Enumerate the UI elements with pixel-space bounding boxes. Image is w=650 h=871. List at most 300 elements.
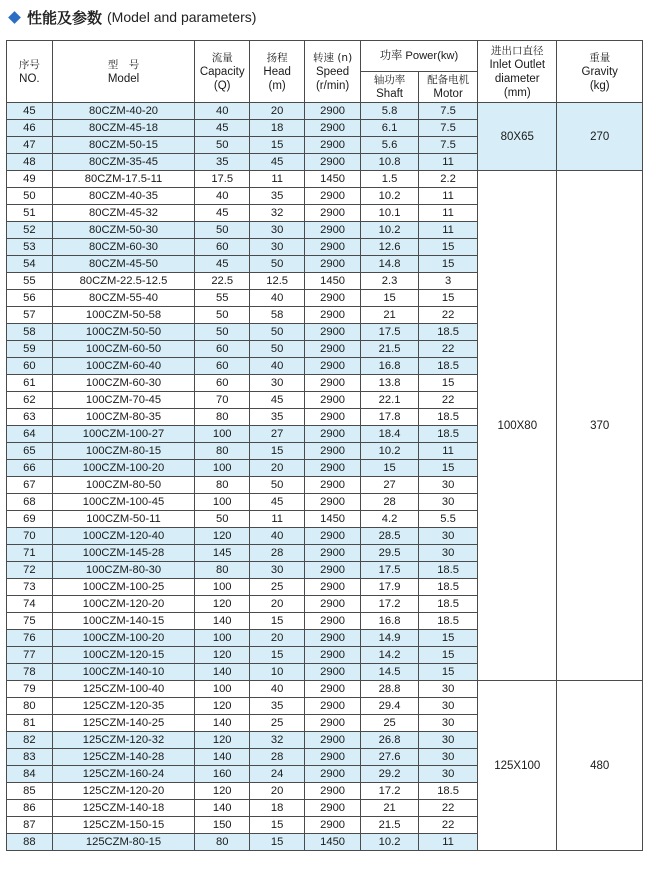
cell-speed: 2900 bbox=[305, 800, 361, 817]
cell-shaft: 17.2 bbox=[361, 783, 419, 800]
cell-model: 100CZM-80-15 bbox=[52, 443, 194, 460]
cell-no: 72 bbox=[7, 562, 53, 579]
cell-model: 100CZM-100-20 bbox=[52, 630, 194, 647]
cell-no: 61 bbox=[7, 375, 53, 392]
cell-speed: 2900 bbox=[305, 647, 361, 664]
cell-model: 125CZM-100-40 bbox=[52, 681, 194, 698]
cell-no: 60 bbox=[7, 358, 53, 375]
cell-speed: 2900 bbox=[305, 426, 361, 443]
cell-no: 83 bbox=[7, 749, 53, 766]
col-header-power: 功率 Power(kw) bbox=[361, 41, 478, 72]
cell-head: 50 bbox=[250, 324, 305, 341]
cell-motor: 11 bbox=[419, 188, 478, 205]
cell-head: 40 bbox=[250, 528, 305, 545]
cell-motor: 15 bbox=[419, 664, 478, 681]
cell-no: 80 bbox=[7, 698, 53, 715]
cell-capacity: 80 bbox=[195, 834, 250, 851]
cell-shaft: 17.5 bbox=[361, 324, 419, 341]
cell-motor: 18.5 bbox=[419, 409, 478, 426]
parameters-table bbox=[6, 40, 643, 851]
cell-head: 27 bbox=[250, 426, 305, 443]
cell-no: 84 bbox=[7, 766, 53, 783]
cell-model: 100CZM-50-50 bbox=[52, 324, 194, 341]
cell-motor: 11 bbox=[419, 205, 478, 222]
cell-capacity: 60 bbox=[195, 375, 250, 392]
cell-shaft: 10.1 bbox=[361, 205, 419, 222]
cell-speed: 2900 bbox=[305, 715, 361, 732]
cell-shaft: 22.1 bbox=[361, 392, 419, 409]
cell-head: 20 bbox=[250, 596, 305, 613]
cell-no: 78 bbox=[7, 664, 53, 681]
cell-speed: 1450 bbox=[305, 273, 361, 290]
cell-head: 30 bbox=[250, 375, 305, 392]
cell-no: 49 bbox=[7, 171, 53, 188]
cell-motor: 7.5 bbox=[419, 103, 478, 120]
cell-no: 74 bbox=[7, 596, 53, 613]
cell-speed: 2900 bbox=[305, 613, 361, 630]
cell-capacity: 45 bbox=[195, 256, 250, 273]
cell-speed: 2900 bbox=[305, 154, 361, 171]
cell-motor: 22 bbox=[419, 392, 478, 409]
cell-model: 125CZM-120-20 bbox=[52, 783, 194, 800]
cell-motor: 18.5 bbox=[419, 358, 478, 375]
cell-model: 125CZM-140-28 bbox=[52, 749, 194, 766]
cell-model: 100CZM-70-45 bbox=[52, 392, 194, 409]
cell-model: 100CZM-120-15 bbox=[52, 647, 194, 664]
cell-speed: 2900 bbox=[305, 698, 361, 715]
cell-motor: 3 bbox=[419, 273, 478, 290]
cell-no: 73 bbox=[7, 579, 53, 596]
cell-head: 28 bbox=[250, 545, 305, 562]
cell-shaft: 27 bbox=[361, 477, 419, 494]
cell-shaft: 16.8 bbox=[361, 613, 419, 630]
cell-speed: 1450 bbox=[305, 511, 361, 528]
cell-motor: 30 bbox=[419, 698, 478, 715]
cell-no: 65 bbox=[7, 443, 53, 460]
cell-head: 50 bbox=[250, 341, 305, 358]
cell-speed: 2900 bbox=[305, 681, 361, 698]
cell-no: 52 bbox=[7, 222, 53, 239]
cell-speed: 2900 bbox=[305, 375, 361, 392]
cell-shaft: 21.5 bbox=[361, 817, 419, 834]
cell-speed: 2900 bbox=[305, 358, 361, 375]
cell-shaft: 10.2 bbox=[361, 443, 419, 460]
cell-shaft: 10.2 bbox=[361, 834, 419, 851]
cell-no: 69 bbox=[7, 511, 53, 528]
cell-speed: 2900 bbox=[305, 664, 361, 681]
cell-shaft: 27.6 bbox=[361, 749, 419, 766]
cell-head: 15 bbox=[250, 137, 305, 154]
cell-motor: 18.5 bbox=[419, 613, 478, 630]
cell-model: 80CZM-45-32 bbox=[52, 205, 194, 222]
cell-no: 79 bbox=[7, 681, 53, 698]
col-header-speed: 转速 (n) Speed (r/min) bbox=[305, 41, 361, 103]
cell-shaft: 21 bbox=[361, 800, 419, 817]
cell-speed: 2900 bbox=[305, 188, 361, 205]
cell-motor: 18.5 bbox=[419, 783, 478, 800]
cell-no: 86 bbox=[7, 800, 53, 817]
cell-speed: 2900 bbox=[305, 222, 361, 239]
cell-no: 75 bbox=[7, 613, 53, 630]
cell-capacity: 140 bbox=[195, 715, 250, 732]
cell-shaft: 21.5 bbox=[361, 341, 419, 358]
cell-model: 80CZM-45-50 bbox=[52, 256, 194, 273]
cell-capacity: 50 bbox=[195, 307, 250, 324]
cell-capacity: 80 bbox=[195, 477, 250, 494]
cell-capacity: 120 bbox=[195, 783, 250, 800]
cell-head: 35 bbox=[250, 188, 305, 205]
cell-head: 45 bbox=[250, 154, 305, 171]
cell-motor: 7.5 bbox=[419, 120, 478, 137]
cell-motor: 30 bbox=[419, 528, 478, 545]
cell-head: 45 bbox=[250, 494, 305, 511]
cell-motor: 15 bbox=[419, 256, 478, 273]
cell-head: 18 bbox=[250, 120, 305, 137]
cell-motor: 5.5 bbox=[419, 511, 478, 528]
cell-shaft: 10.2 bbox=[361, 222, 419, 239]
cell-speed: 2900 bbox=[305, 443, 361, 460]
cell-capacity: 17.5 bbox=[195, 171, 250, 188]
cell-motor: 22 bbox=[419, 800, 478, 817]
cell-shaft: 2.3 bbox=[361, 273, 419, 290]
cell-motor: 18.5 bbox=[419, 562, 478, 579]
cell-motor: 22 bbox=[419, 817, 478, 834]
cell-head: 25 bbox=[250, 579, 305, 596]
cell-speed: 2900 bbox=[305, 239, 361, 256]
cell-no: 67 bbox=[7, 477, 53, 494]
cell-head: 40 bbox=[250, 290, 305, 307]
cell-speed: 2900 bbox=[305, 409, 361, 426]
cell-no: 50 bbox=[7, 188, 53, 205]
cell-speed: 2900 bbox=[305, 783, 361, 800]
cell-speed: 2900 bbox=[305, 749, 361, 766]
cell-shaft: 6.1 bbox=[361, 120, 419, 137]
cell-capacity: 60 bbox=[195, 341, 250, 358]
cell-shaft: 29.4 bbox=[361, 698, 419, 715]
cell-shaft: 29.5 bbox=[361, 545, 419, 562]
cell-capacity: 80 bbox=[195, 409, 250, 426]
cell-no: 66 bbox=[7, 460, 53, 477]
cell-no: 64 bbox=[7, 426, 53, 443]
cell-model: 125CZM-140-18 bbox=[52, 800, 194, 817]
cell-motor: 30 bbox=[419, 681, 478, 698]
cell-capacity: 100 bbox=[195, 426, 250, 443]
cell-head: 30 bbox=[250, 222, 305, 239]
cell-motor: 18.5 bbox=[419, 596, 478, 613]
cell-head: 24 bbox=[250, 766, 305, 783]
cell-motor: 22 bbox=[419, 341, 478, 358]
cell-no: 55 bbox=[7, 273, 53, 290]
cell-speed: 2900 bbox=[305, 766, 361, 783]
cell-capacity: 22.5 bbox=[195, 273, 250, 290]
heading-title-cn: 性能及参数 bbox=[27, 8, 103, 27]
cell-model: 100CZM-60-40 bbox=[52, 358, 194, 375]
cell-capacity: 35 bbox=[195, 154, 250, 171]
cell-model: 100CZM-80-35 bbox=[52, 409, 194, 426]
cell-head: 30 bbox=[250, 562, 305, 579]
cell-capacity: 140 bbox=[195, 613, 250, 630]
cell-no: 56 bbox=[7, 290, 53, 307]
cell-shaft: 14.2 bbox=[361, 647, 419, 664]
cell-motor: 30 bbox=[419, 494, 478, 511]
cell-motor: 2.2 bbox=[419, 171, 478, 188]
cell-shaft: 29.2 bbox=[361, 766, 419, 783]
cell-shaft: 25 bbox=[361, 715, 419, 732]
cell-no: 62 bbox=[7, 392, 53, 409]
cell-capacity: 120 bbox=[195, 596, 250, 613]
cell-shaft: 1.5 bbox=[361, 171, 419, 188]
cell-speed: 2900 bbox=[305, 307, 361, 324]
cell-shaft: 26.8 bbox=[361, 732, 419, 749]
cell-head: 45 bbox=[250, 392, 305, 409]
cell-no: 68 bbox=[7, 494, 53, 511]
cell-motor: 18.5 bbox=[419, 426, 478, 443]
cell-capacity: 40 bbox=[195, 188, 250, 205]
cell-model: 100CZM-80-50 bbox=[52, 477, 194, 494]
cell-model: 125CZM-80-15 bbox=[52, 834, 194, 851]
cell-motor: 11 bbox=[419, 443, 478, 460]
cell-speed: 2900 bbox=[305, 460, 361, 477]
table-row bbox=[7, 681, 643, 698]
cell-shaft: 21 bbox=[361, 307, 419, 324]
cell-capacity: 60 bbox=[195, 239, 250, 256]
cell-no: 45 bbox=[7, 103, 53, 120]
cell-model: 100CZM-120-20 bbox=[52, 596, 194, 613]
cell-no: 58 bbox=[7, 324, 53, 341]
cell-no: 54 bbox=[7, 256, 53, 273]
cell-no: 87 bbox=[7, 817, 53, 834]
col-header-model: 型 号 Model bbox=[52, 41, 194, 103]
heading-title-en: (Model and parameters) bbox=[107, 9, 257, 25]
cell-capacity: 80 bbox=[195, 443, 250, 460]
cell-speed: 2900 bbox=[305, 579, 361, 596]
cell-capacity: 150 bbox=[195, 817, 250, 834]
cell-head: 40 bbox=[250, 681, 305, 698]
cell-head: 20 bbox=[250, 103, 305, 120]
cell-model: 80CZM-22.5-12.5 bbox=[52, 273, 194, 290]
cell-model: 100CZM-145-28 bbox=[52, 545, 194, 562]
cell-speed: 2900 bbox=[305, 341, 361, 358]
cell-capacity: 40 bbox=[195, 103, 250, 120]
cell-diameter: 125X100 bbox=[478, 681, 557, 851]
cell-speed: 2900 bbox=[305, 562, 361, 579]
cell-model: 125CZM-120-35 bbox=[52, 698, 194, 715]
cell-capacity: 100 bbox=[195, 630, 250, 647]
cell-speed: 2900 bbox=[305, 256, 361, 273]
cell-motor: 11 bbox=[419, 834, 478, 851]
cell-model: 100CZM-60-30 bbox=[52, 375, 194, 392]
cell-shaft: 28.5 bbox=[361, 528, 419, 545]
cell-shaft: 17.5 bbox=[361, 562, 419, 579]
cell-motor: 18.5 bbox=[419, 579, 478, 596]
cell-no: 57 bbox=[7, 307, 53, 324]
cell-head: 15 bbox=[250, 443, 305, 460]
cell-head: 25 bbox=[250, 715, 305, 732]
cell-no: 47 bbox=[7, 137, 53, 154]
cell-speed: 2900 bbox=[305, 732, 361, 749]
col-header-motor: 配备电机 Motor bbox=[419, 72, 478, 103]
cell-capacity: 70 bbox=[195, 392, 250, 409]
cell-motor: 15 bbox=[419, 630, 478, 647]
cell-motor: 11 bbox=[419, 154, 478, 171]
cell-model: 80CZM-55-40 bbox=[52, 290, 194, 307]
cell-speed: 2900 bbox=[305, 477, 361, 494]
cell-capacity: 100 bbox=[195, 494, 250, 511]
cell-capacity: 120 bbox=[195, 647, 250, 664]
cell-motor: 30 bbox=[419, 749, 478, 766]
cell-shaft: 28 bbox=[361, 494, 419, 511]
cell-capacity: 145 bbox=[195, 545, 250, 562]
cell-speed: 2900 bbox=[305, 545, 361, 562]
cell-speed: 2900 bbox=[305, 630, 361, 647]
cell-shaft: 17.8 bbox=[361, 409, 419, 426]
cell-shaft: 5.6 bbox=[361, 137, 419, 154]
cell-shaft: 10.8 bbox=[361, 154, 419, 171]
cell-no: 53 bbox=[7, 239, 53, 256]
cell-model: 100CZM-60-50 bbox=[52, 341, 194, 358]
cell-speed: 2900 bbox=[305, 290, 361, 307]
cell-model: 80CZM-17.5-11 bbox=[52, 171, 194, 188]
cell-shaft: 5.8 bbox=[361, 103, 419, 120]
cell-head: 20 bbox=[250, 783, 305, 800]
cell-model: 100CZM-140-10 bbox=[52, 664, 194, 681]
cell-capacity: 45 bbox=[195, 205, 250, 222]
cell-head: 15 bbox=[250, 817, 305, 834]
cell-head: 15 bbox=[250, 834, 305, 851]
cell-motor: 11 bbox=[419, 222, 478, 239]
cell-no: 46 bbox=[7, 120, 53, 137]
cell-model: 80CZM-35-45 bbox=[52, 154, 194, 171]
col-header-gravity: 重量 Gravity (kg) bbox=[557, 41, 643, 103]
cell-model: 125CZM-160-24 bbox=[52, 766, 194, 783]
cell-capacity: 120 bbox=[195, 528, 250, 545]
cell-head: 40 bbox=[250, 358, 305, 375]
cell-motor: 15 bbox=[419, 290, 478, 307]
cell-gravity: 480 bbox=[557, 681, 643, 851]
cell-model: 80CZM-45-18 bbox=[52, 120, 194, 137]
cell-shaft: 10.2 bbox=[361, 188, 419, 205]
cell-no: 70 bbox=[7, 528, 53, 545]
cell-no: 77 bbox=[7, 647, 53, 664]
cell-no: 76 bbox=[7, 630, 53, 647]
cell-head: 35 bbox=[250, 409, 305, 426]
cell-speed: 2900 bbox=[305, 392, 361, 409]
cell-model: 100CZM-100-45 bbox=[52, 494, 194, 511]
cell-model: 80CZM-40-35 bbox=[52, 188, 194, 205]
cell-shaft: 15 bbox=[361, 460, 419, 477]
cell-head: 58 bbox=[250, 307, 305, 324]
cell-shaft: 14.5 bbox=[361, 664, 419, 681]
cell-speed: 2900 bbox=[305, 324, 361, 341]
cell-capacity: 160 bbox=[195, 766, 250, 783]
cell-shaft: 18.4 bbox=[361, 426, 419, 443]
cell-head: 15 bbox=[250, 647, 305, 664]
cell-capacity: 140 bbox=[195, 749, 250, 766]
cell-head: 20 bbox=[250, 460, 305, 477]
cell-no: 63 bbox=[7, 409, 53, 426]
cell-model: 100CZM-120-40 bbox=[52, 528, 194, 545]
cell-motor: 30 bbox=[419, 732, 478, 749]
cell-no: 88 bbox=[7, 834, 53, 851]
cell-speed: 2900 bbox=[305, 494, 361, 511]
cell-head: 18 bbox=[250, 800, 305, 817]
cell-model: 100CZM-80-30 bbox=[52, 562, 194, 579]
cell-motor: 30 bbox=[419, 766, 478, 783]
cell-capacity: 50 bbox=[195, 324, 250, 341]
cell-shaft: 17.2 bbox=[361, 596, 419, 613]
cell-speed: 2900 bbox=[305, 120, 361, 137]
cell-speed: 1450 bbox=[305, 834, 361, 851]
col-header-head: 扬程 Head (m) bbox=[250, 41, 305, 103]
cell-model: 100CZM-100-25 bbox=[52, 579, 194, 596]
cell-motor: 7.5 bbox=[419, 137, 478, 154]
cell-shaft: 15 bbox=[361, 290, 419, 307]
cell-motor: 15 bbox=[419, 375, 478, 392]
table-row bbox=[7, 103, 643, 120]
cell-motor: 30 bbox=[419, 477, 478, 494]
cell-head: 50 bbox=[250, 477, 305, 494]
cell-head: 32 bbox=[250, 205, 305, 222]
cell-no: 59 bbox=[7, 341, 53, 358]
cell-speed: 1450 bbox=[305, 171, 361, 188]
cell-head: 10 bbox=[250, 664, 305, 681]
cell-model: 80CZM-50-15 bbox=[52, 137, 194, 154]
cell-head: 15 bbox=[250, 613, 305, 630]
cell-capacity: 80 bbox=[195, 562, 250, 579]
cell-shaft: 16.8 bbox=[361, 358, 419, 375]
cell-head: 30 bbox=[250, 239, 305, 256]
cell-speed: 2900 bbox=[305, 596, 361, 613]
cell-no: 48 bbox=[7, 154, 53, 171]
cell-motor: 15 bbox=[419, 239, 478, 256]
cell-motor: 15 bbox=[419, 647, 478, 664]
cell-capacity: 50 bbox=[195, 137, 250, 154]
cell-motor: 22 bbox=[419, 307, 478, 324]
table-body bbox=[7, 103, 643, 851]
cell-head: 35 bbox=[250, 698, 305, 715]
cell-shaft: 13.8 bbox=[361, 375, 419, 392]
cell-capacity: 50 bbox=[195, 222, 250, 239]
cell-capacity: 55 bbox=[195, 290, 250, 307]
cell-head: 12.5 bbox=[250, 273, 305, 290]
cell-diameter: 80X65 bbox=[478, 103, 557, 171]
cell-capacity: 50 bbox=[195, 511, 250, 528]
cell-head: 50 bbox=[250, 256, 305, 273]
cell-capacity: 60 bbox=[195, 358, 250, 375]
cell-shaft: 4.2 bbox=[361, 511, 419, 528]
cell-gravity: 370 bbox=[557, 171, 643, 681]
cell-speed: 2900 bbox=[305, 817, 361, 834]
col-header-no: 序号 NO. bbox=[7, 41, 53, 103]
cell-model: 100CZM-100-20 bbox=[52, 460, 194, 477]
cell-no: 51 bbox=[7, 205, 53, 222]
cell-capacity: 120 bbox=[195, 732, 250, 749]
table-row bbox=[7, 171, 643, 188]
cell-model: 100CZM-50-58 bbox=[52, 307, 194, 324]
cell-speed: 2900 bbox=[305, 528, 361, 545]
cell-model: 125CZM-120-32 bbox=[52, 732, 194, 749]
col-header-shaft: 轴功率 Shaft bbox=[361, 72, 419, 103]
cell-head: 11 bbox=[250, 511, 305, 528]
cell-head: 11 bbox=[250, 171, 305, 188]
cell-speed: 2900 bbox=[305, 103, 361, 120]
cell-no: 71 bbox=[7, 545, 53, 562]
cell-shaft: 28.8 bbox=[361, 681, 419, 698]
cell-speed: 2900 bbox=[305, 205, 361, 222]
cell-diameter: 100X80 bbox=[478, 171, 557, 681]
cell-shaft: 14.8 bbox=[361, 256, 419, 273]
section-heading bbox=[7, 4, 256, 30]
